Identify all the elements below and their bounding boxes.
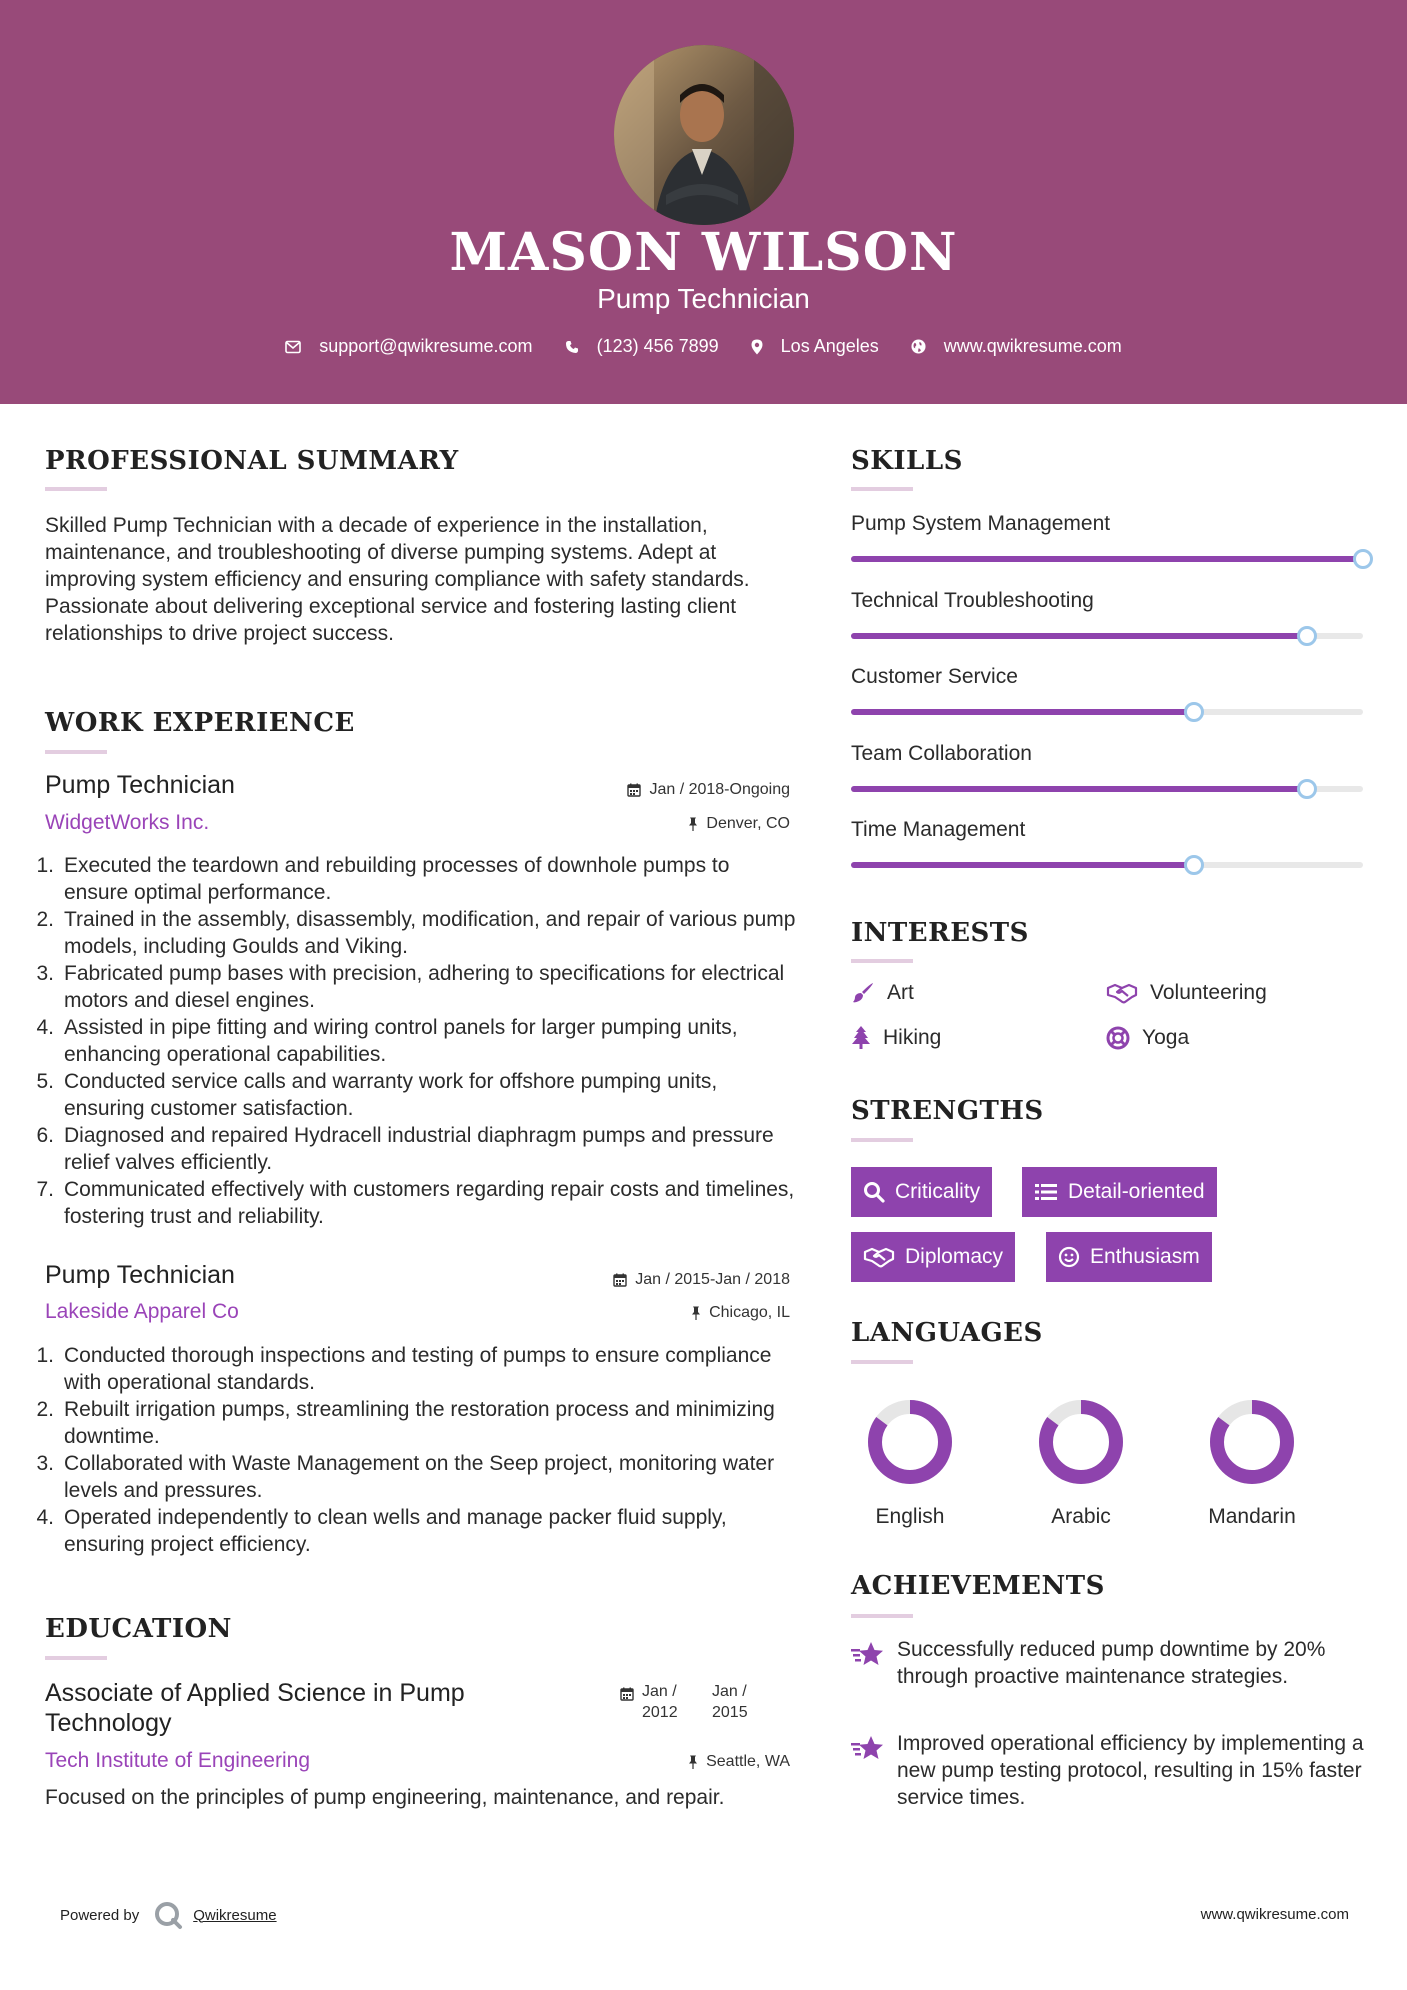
job-location-text: Chicago, IL — [709, 1304, 790, 1321]
list-item: 4. Assisted in pipe fitting and wiring control panels for larger pumping units, enhancing operational capabilities. — [36, 1016, 738, 1066]
calendar-icon — [620, 1687, 634, 1701]
strength-tag-detail-oriented — [1022, 1167, 1217, 1217]
list-item: 3. Fabricated pump bases with precision, adhering to specifications for electrical motors and diesel engines. — [36, 962, 785, 1012]
skill-bar — [851, 709, 1363, 715]
education-location — [688, 1753, 790, 1771]
skills-heading-rule — [851, 487, 913, 491]
skill-bar — [851, 556, 1363, 562]
search-icon — [863, 1181, 885, 1203]
job-dates-text: Jan / 2018-Ongoing — [649, 781, 790, 798]
list-item: 2. Trained in the assembly, disassembly, modification, and repair of various pump models, including Goulds and Viking. — [36, 908, 796, 958]
skill-label: Pump System Management — [851, 512, 1111, 535]
education-description: Focused on the principles of pump engineering, maintenance, and repair. — [45, 1786, 725, 1809]
pushpin-icon — [688, 817, 698, 831]
footer-url[interactable]: www.qwikresume.com — [1200, 1906, 1349, 1923]
education-location-text: Seattle, WA — [706, 1753, 790, 1770]
interests-heading: INTERESTS — [851, 918, 1029, 948]
interest-label: Hiking — [883, 1026, 942, 1049]
list-item: 6. Diagnosed and repaired Hydracell industrial diaphragm pumps and pressure relief valves efficiently. — [36, 1124, 774, 1174]
education-start-date: Jan / 2012 — [642, 1683, 678, 1721]
calendar-icon — [627, 783, 641, 797]
interest-label: Art — [887, 981, 914, 1004]
pushpin-icon — [688, 1755, 698, 1769]
qwikresume-link[interactable]: Qwikresume — [193, 1906, 277, 1924]
language-item — [840, 1397, 980, 1529]
phone-icon — [565, 340, 579, 354]
summary-heading-rule — [45, 487, 107, 491]
star-icon — [851, 1734, 887, 1762]
skill-bar — [851, 786, 1363, 792]
education-dates — [620, 1681, 760, 1723]
contact-location — [751, 336, 879, 357]
list-item: 3. Collaborated with Waste Management on the Seep project, monitoring water levels and pressures. — [36, 1452, 775, 1502]
skills-heading: SKILLS — [851, 446, 963, 476]
smile-icon — [1058, 1246, 1080, 1268]
school-name: Tech Institute of Engineering — [45, 1749, 311, 1772]
qwikresume-logo-icon — [153, 1900, 183, 1930]
lifebuoy-icon — [1106, 1026, 1130, 1050]
job-responsibilities — [36, 852, 796, 1230]
achievement-item — [851, 1730, 1371, 1811]
strength-label: Criticality — [895, 1180, 981, 1203]
calendar-icon — [613, 1273, 627, 1287]
list-item: 7. Communicated effectively with customers regarding repair costs and timelines, fostering trust and reliability. — [36, 1178, 795, 1228]
experience-heading: WORK EXPERIENCE — [45, 708, 355, 738]
job-dates-text: Jan / 2015-Jan / 2018 — [635, 1271, 790, 1288]
job-location-text: Denver, CO — [706, 815, 790, 832]
language-item — [1182, 1397, 1322, 1529]
list-item: 4. Operated independently to clean wells and manage packer fluid supply, ensuring project efficiency. — [36, 1506, 727, 1556]
paintbrush-icon — [851, 981, 875, 1005]
skill-bar-knob — [1184, 855, 1204, 875]
skill-bar-fill — [851, 709, 1194, 715]
achievement-item — [851, 1636, 1371, 1690]
degree-title: Associate of Applied Science in Pump Technology — [45, 1679, 465, 1737]
company-name: Lakeside Apparel Co — [45, 1300, 239, 1323]
achievements-heading-rule — [851, 1614, 913, 1618]
strengths-heading-rule — [851, 1138, 913, 1142]
language-name: Arabic — [1051, 1505, 1111, 1528]
experience-heading-rule — [45, 750, 107, 754]
candidate-title: Pump Technician — [597, 283, 810, 314]
strength-tag-diplomacy — [851, 1232, 1015, 1282]
skill-label: Team Collaboration — [851, 741, 1032, 765]
job-title: Pump Technician — [45, 1261, 235, 1289]
profile-photo-image — [614, 45, 794, 225]
list-item: 1. Conducted thorough inspections and testing of pumps to ensure compliance with operational standards. — [36, 1344, 772, 1394]
contact-website[interactable] — [911, 336, 1122, 357]
contact-bar — [0, 336, 1407, 357]
profile-photo — [614, 45, 794, 225]
strength-tag-criticality — [851, 1167, 992, 1217]
language-name: English — [875, 1505, 945, 1528]
job-dates — [627, 781, 790, 799]
skill-bar-knob — [1297, 779, 1317, 799]
job-location — [688, 815, 790, 833]
contact-email-text: support@qwikresume.com — [319, 336, 533, 356]
skill-bar-fill — [851, 862, 1194, 868]
envelope-icon — [285, 340, 301, 354]
interest-label: Volunteering — [1150, 981, 1267, 1004]
skill-bar — [851, 862, 1363, 868]
interest-item-yoga — [1106, 1026, 1189, 1050]
interests-heading-rule — [851, 959, 913, 963]
list-item: 1. Executed the teardown and rebuilding processes of downhole pumps to ensure optimal performance. — [36, 854, 730, 904]
skill-label: Technical Troubleshooting — [851, 588, 1094, 612]
list-item: 5. Conducted service calls and warranty work for offshore pumping units, ensuring customer satisfaction. — [36, 1070, 718, 1120]
contact-email[interactable] — [285, 336, 532, 357]
language-proficiency-donut — [865, 1397, 955, 1487]
contact-website-text: www.qwikresume.com — [943, 336, 1122, 356]
interest-label: Yoga — [1142, 1026, 1190, 1049]
tree-icon — [851, 1026, 871, 1050]
job-location — [691, 1304, 790, 1322]
achievements-heading: ACHIEVEMENTS — [851, 1571, 1105, 1601]
resume-header — [0, 0, 1407, 404]
language-proficiency-donut — [1036, 1397, 1126, 1487]
pushpin-icon — [691, 1306, 701, 1320]
language-proficiency-donut — [1207, 1397, 1297, 1487]
skill-bar-fill — [851, 786, 1307, 792]
contact-location-text: Los Angeles — [780, 336, 879, 356]
skill-bar-fill — [851, 633, 1307, 639]
list-item: 2. Rebuilt irrigation pumps, streamlining the restoration process and minimizing downtime. — [36, 1398, 775, 1448]
list-icon — [1034, 1182, 1058, 1202]
job-responsibilities — [36, 1342, 796, 1558]
company-name: WidgetWorks Inc. — [45, 811, 210, 834]
skill-bar-knob — [1353, 549, 1373, 569]
skill-bar-knob — [1297, 626, 1317, 646]
strength-label: Diplomacy — [905, 1245, 1004, 1268]
globe-icon — [911, 339, 926, 354]
languages-heading-rule — [851, 1360, 913, 1364]
achievement-text: Successfully reduced pump downtime by 20% through proactive maintenance strategies. — [897, 1638, 1326, 1688]
star-icon — [851, 1640, 887, 1668]
education-heading-rule — [45, 1656, 107, 1660]
handshake-icon — [1106, 982, 1138, 1004]
summary-text: Skilled Pump Technician with a decade of experience in the installation, maintenance, and troubleshooting of diverse pumping systems. Adept at improving system efficiency and ensuring compliance with safety standards. Passionate about delivering exceptional service and fostering lasting client relationships to drive project success. — [45, 514, 750, 645]
job-dates — [613, 1271, 790, 1289]
strength-label: Enthusiasm — [1090, 1245, 1200, 1268]
languages-heading: LANGUAGES — [851, 1318, 1043, 1348]
strength-tag-enthusiasm — [1046, 1232, 1212, 1282]
job-title: Pump Technician — [45, 771, 235, 799]
education-end-date: Jan / 2015 — [712, 1683, 748, 1721]
skill-bar-fill — [851, 556, 1363, 562]
achievement-text: Improved operational efficiency by implementing a new pump testing protocol, resulting in 15% faster service times. — [897, 1732, 1364, 1809]
skill-bar — [851, 633, 1363, 639]
skill-bar-knob — [1184, 702, 1204, 722]
interest-item-art — [851, 981, 914, 1005]
education-heading: EDUCATION — [45, 1614, 232, 1644]
summary-heading: PROFESSIONAL SUMMARY — [45, 446, 459, 476]
powered-by-label: Powered by — [60, 1906, 140, 1924]
skill-label: Customer Service — [851, 665, 1018, 688]
interest-item-hiking — [851, 1026, 941, 1050]
language-item — [1011, 1397, 1151, 1529]
skill-label: Time Management — [851, 818, 1026, 841]
candidate-name: MASON WILSON — [449, 222, 958, 283]
contact-phone[interactable] — [565, 336, 719, 357]
interest-item-volunteering — [1106, 981, 1267, 1005]
handshake-icon — [863, 1246, 895, 1268]
contact-phone-text: (123) 456 7899 — [596, 336, 719, 356]
language-name: Mandarin — [1208, 1505, 1296, 1528]
map-pin-icon — [751, 339, 763, 355]
strength-label: Detail-oriented — [1068, 1180, 1205, 1203]
footer-powered-by — [60, 1900, 277, 1930]
strengths-heading: STRENGTHS — [851, 1096, 1044, 1126]
